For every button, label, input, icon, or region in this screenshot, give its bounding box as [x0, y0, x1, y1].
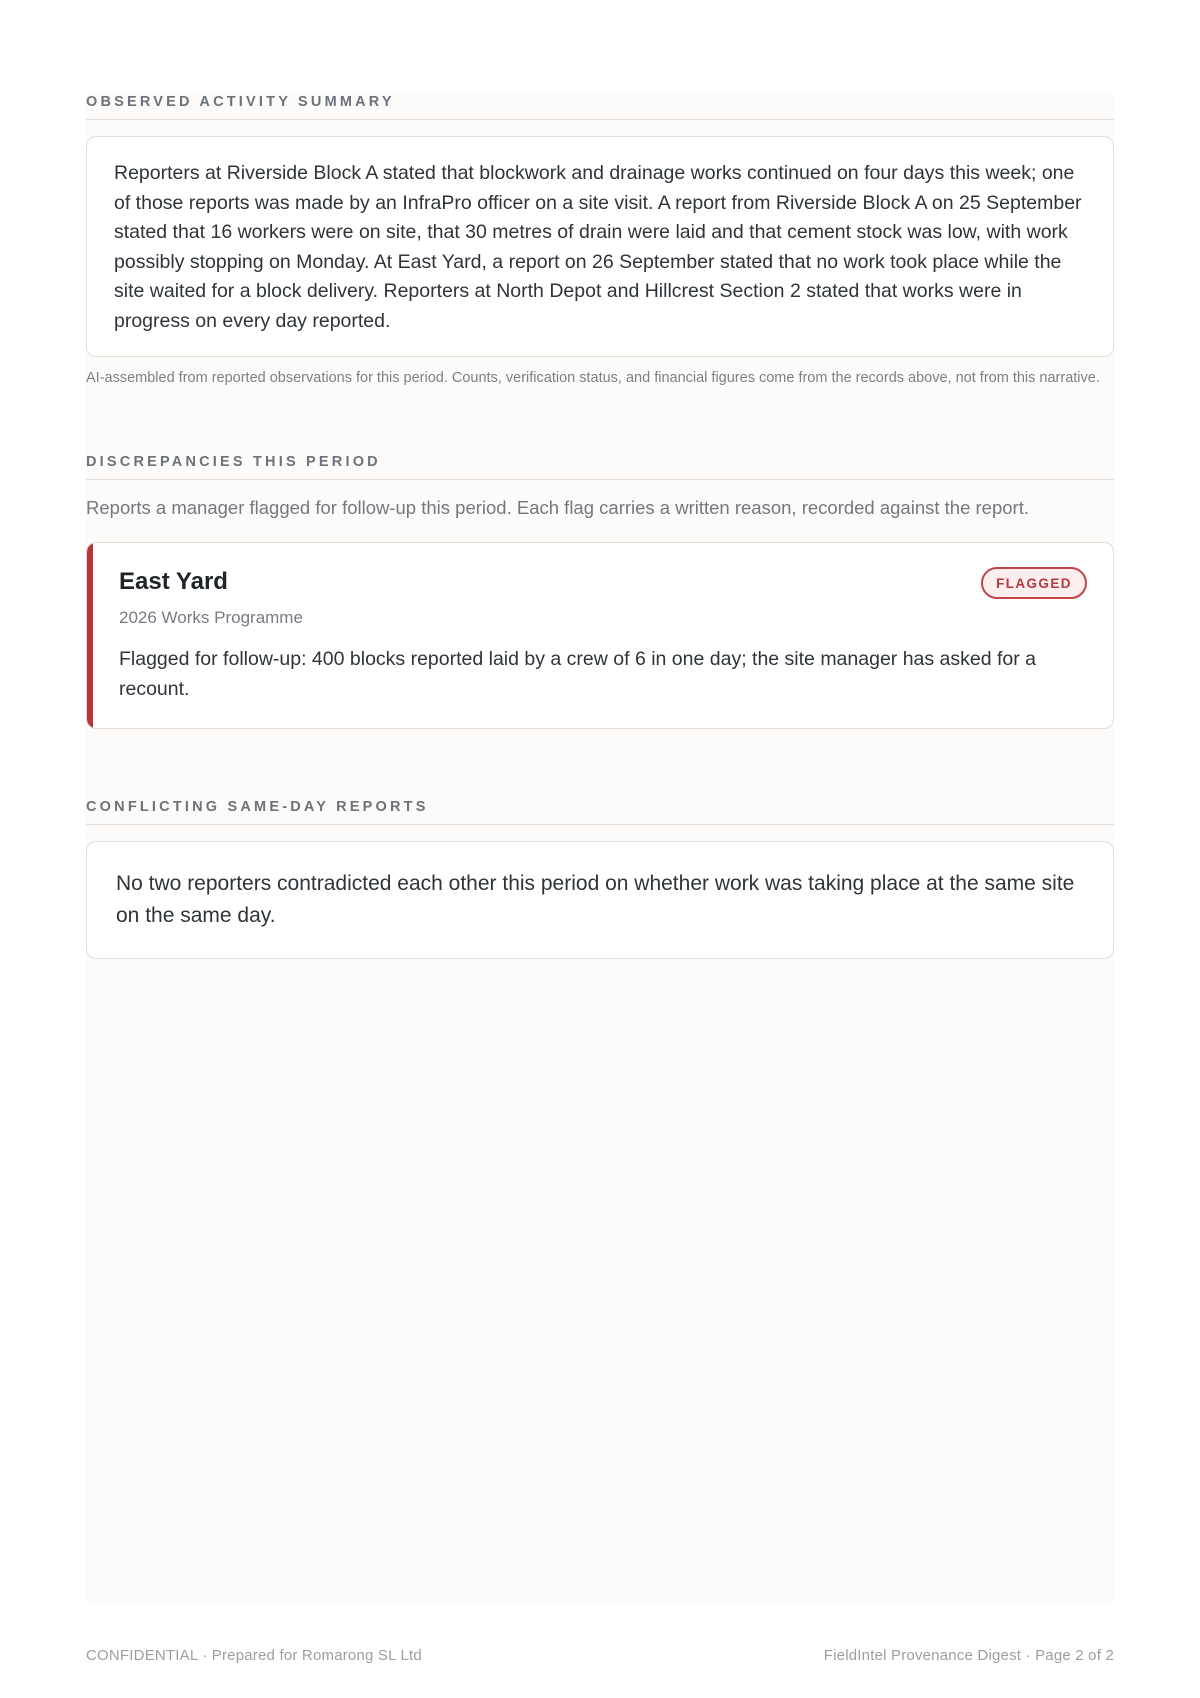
conflicting-reports-section [86, 799, 1114, 959]
flagged-status-badge: FLAGGED [981, 567, 1087, 599]
ai-disclaimer-note: AI-assembled from reported observations for this period. Counts, verification status, and financial figures come from the records above, not from this narrative. [86, 370, 1100, 386]
footer-page-info: FieldIntel Provenance Digest · Page 2 of 2 [823, 1647, 1114, 1664]
discrepancies-intro: Reports a manager flagged for follow-up this period. Each flag carries a written reason, recorded against the report. [86, 497, 1029, 518]
flagged-programme-name: 2026 Works Programme [119, 608, 303, 627]
conflicting-reports-card [86, 841, 1114, 959]
flagged-site-name: East Yard [119, 568, 228, 595]
flag-reason-text: Flagged for follow-up: 400 blocks reported laid by a crew of 6 in one day; the site manager has asked for a recount. [119, 648, 1037, 700]
activity-summary-card [86, 136, 1114, 357]
conflicting-reports-heading: CONFLICTING SAME-DAY REPORTS [86, 799, 1114, 825]
footer-confidential-note: CONFIDENTIAL · Prepared for Romarong SL Ltd [86, 1647, 422, 1664]
activity-summary-text: Reporters at Riverside Block A stated that blockwork and drainage works continued on four days this week; one of those reports was made by an InfraPro officer on a site visit. A report from Riverside Block A on 25 September stated that 16 workers were on site, that 30 metres of drain were laid and that cement stock was low, with work possibly stopping on Monday. At East Yard, a report on 26 September stated that no work took place while the site waited for a block delivery. Reporters at North Depot and Hillcrest Section 2 stated that works were in progress on every day reported. [114, 162, 1082, 332]
observed-activity-section [86, 94, 1114, 389]
discrepancies-section [86, 454, 1114, 729]
flagged-report-card[interactable] [86, 542, 1114, 729]
flag-accent-bar [87, 543, 93, 728]
conflicting-reports-message: No two reporters contradicted each other this period on whether work was taking place at the same site on the same day. [116, 872, 1075, 927]
discrepancies-heading: DISCREPANCIES THIS PERIOD [86, 454, 1114, 480]
observed-activity-heading: OBSERVED ACTIVITY SUMMARY [86, 94, 1114, 120]
